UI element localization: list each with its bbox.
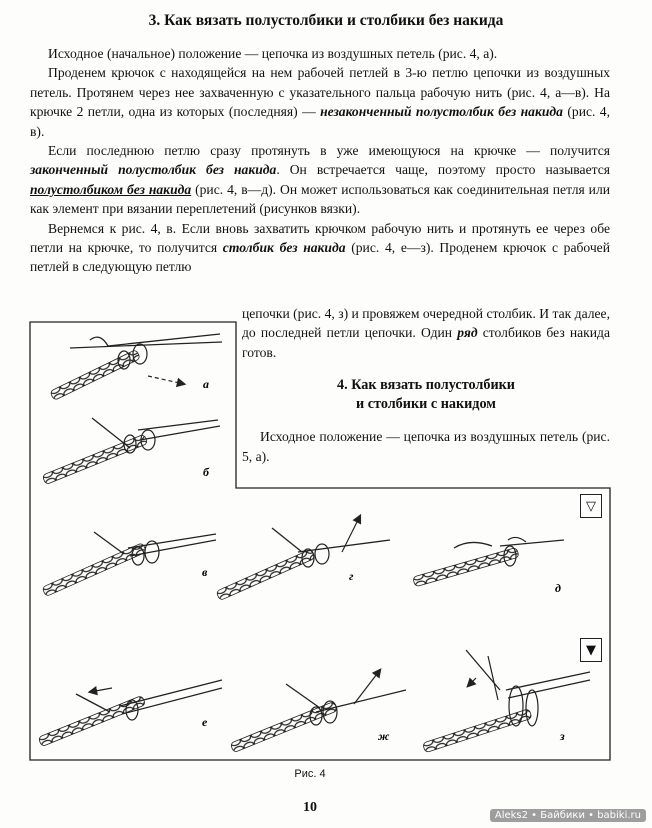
step-a-illustration	[50, 334, 222, 400]
label-d: д	[555, 581, 561, 595]
step-g-illustration	[216, 516, 390, 601]
subsection-heading: 4. Как вязать полустолбики и столбики с накидом	[337, 377, 515, 413]
section-heading: 3. Как вязать полустолбики и столбики без накида	[148, 12, 504, 29]
term-incomplete-half-stitch: незаконченный полустолбик без накида	[320, 104, 563, 120]
term-row: ряд	[457, 325, 478, 341]
label-b: б	[203, 465, 209, 479]
label-g: г	[349, 569, 354, 583]
site-watermark: Aleks2 • Байбики • babiki.ru	[490, 809, 646, 822]
step-d-illustration	[413, 537, 564, 586]
label-e: е	[202, 715, 208, 729]
step-z-illustration	[422, 650, 590, 753]
term-single-crochet: столбик без накида	[222, 240, 346, 256]
page-number: 10	[303, 800, 317, 815]
filled-triangle-marker-icon: ▼	[580, 638, 602, 662]
paragraph-2: Проденем крючок с находящейся на нем рабочей петлей в 3-ю петлю цепочки из воздушных петель. Протянем через нее захваченную с указательного пальца рабочую нить (рис. 4, а—в). На крючке 2 петли, одна из которых (последняя) — незаконченный полустолбик без накида (рис. 4, в).	[30, 65, 610, 139]
label-a: а	[203, 377, 209, 391]
label-zh: ж	[378, 729, 390, 743]
step-b-illustration	[42, 418, 220, 485]
step-e-illustration	[38, 680, 222, 747]
hollow-triangle-marker-icon: ▽	[580, 494, 602, 518]
term-half-stitch: полустолбиком без накида	[30, 181, 192, 197]
label-z: з	[560, 729, 565, 743]
step-v-illustration	[42, 532, 216, 597]
figure-caption: Рис. 4	[294, 768, 326, 780]
paragraph-4: Вернемся к рис. 4, в. Если вновь захватить крючком рабочую нить и протянуть ее через обе петли на крючке, то получится столбик без накида (рис. 4, е—з). Проденем крючок с рабочей петлей в следующую петлю	[30, 220, 610, 275]
term-complete-half-stitch: законченный полустолбик без накида	[30, 162, 277, 178]
label-v: в	[202, 565, 208, 579]
paragraph-1: Исходное (начальное) положение — цепочка из воздушных петель (рис. 4, а).	[48, 46, 498, 61]
paragraph-5: Исходное положение — цепочка из воздушных петель (рис. 5, а).	[242, 429, 610, 464]
paragraph-3: Если последнюю петлю сразу протянуть в уже имеющуюся на крючке — получится законченный полустолбик без накида. Он встречается чаще, поэтому просто называется полустолбиком без накида (рис. 4, в—д). Он может использоваться как соединительная петля или как элемент при вязании переплетений (рисунков вязки).	[30, 143, 610, 217]
paragraph-4-continued: цепочки (рис. 4, з) и провяжем очередной столбик. И так далее, до последней петли цепочки. Один ряд столбиков без накида готов.	[242, 306, 610, 360]
